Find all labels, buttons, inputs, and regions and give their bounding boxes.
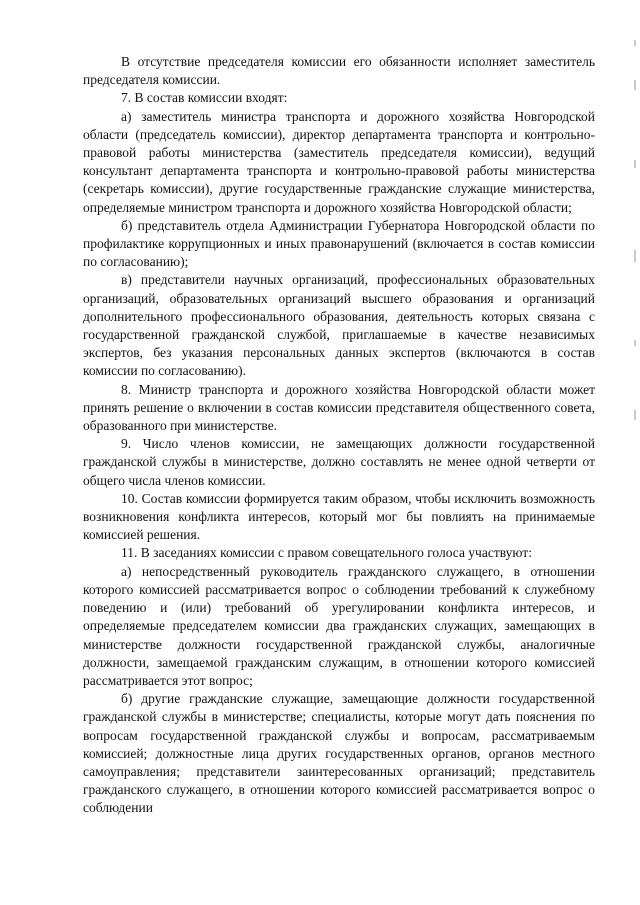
paragraph-8: 8. Министр транспорта и дорожного хозяйства Новгородской области может принять решение о включении в состав комиссии представителя общественного совета, образованного при министерстве. bbox=[83, 381, 595, 434]
paragraph-11b: б) другие гражданские служащие, замещающие должности государственной гражданской службы в министерстве; специалисты, которые могут дать пояснения по вопросам государственной гражданской службы и вопросам, рассматриваемым комиссией; должностные лица других государственных органов, органов местного самоуправления; представители заинтересованных организаций; представитель гражданского служащего, в отношении которого комиссией рассматривается вопрос о соблюдении bbox=[83, 691, 595, 816]
scan-edge-marks bbox=[634, 40, 638, 460]
paragraph-7b: б) представитель отдела Администрации Губернатора Новгородской области по профилактике коррупционных и иных правонарушений (включается в состав комиссии по согласованию); bbox=[83, 217, 595, 270]
document-body bbox=[83, 53, 595, 818]
paragraph-9: 9. Число членов комиссии, не замещающих должности государственной гражданской службы в министерстве, должно составлять не менее одной четверти от общего числа членов комиссии. bbox=[83, 436, 595, 488]
paragraph-11a: а) непосредственный руководитель гражданского служащего, в отношении которого комиссией рассматривается вопрос о соблюдении требований к служебному поведению и (или) требований об урегулировании конфликта интересов, и определяемые председателем комиссии два гражданских служащих, замещающих в министерстве должности государственной гражданской службы, аналогичные должности, замещаемой гражданским служащим, в отношении которого комиссией рассматривается этот вопрос; bbox=[83, 563, 595, 688]
paragraph-7v: в) представители научных организаций, профессиональных образовательных организаций, образовательных организаций высшего образования и организаций дополнительного профессионального образования, деятельность которых связана с государственной гражданской службой, приглашаемые в качестве независимых экспертов, без указания персональных данных экспертов (включаются в состав комиссии по согласованию). bbox=[83, 272, 595, 379]
paragraph-7a: а) заместитель министра транспорта и дорожного хозяйства Новгородской области (председатель комиссии), директор департамента транспорта и контрольно-правовой работы министерства (заместитель председателя комиссии), ведущий консультант департамента транспорта и контрольно-правовой работы министерства (секретарь комиссии), другие государственные гражданские служащие министерства, определяемые министром транспорта и дорожного хозяйства Новгородской области; bbox=[83, 108, 595, 215]
paragraph-7-heading: 7. В состав комиссии входят: bbox=[121, 90, 288, 106]
paragraph-chairman-absence: В отсутствие председателя комиссии его обязанности исполняет заместитель председателя комиссии. bbox=[83, 54, 595, 88]
paragraph-10: 10. Состав комиссии формируется таким образом, чтобы исключить возможность возникновения конфликта интересов, который мог бы повлиять на принимаемые комиссией решения. bbox=[83, 490, 595, 543]
paragraph-11-heading: 11. В заседаниях комиссии с правом совещательного голоса участвуют: bbox=[121, 545, 532, 561]
